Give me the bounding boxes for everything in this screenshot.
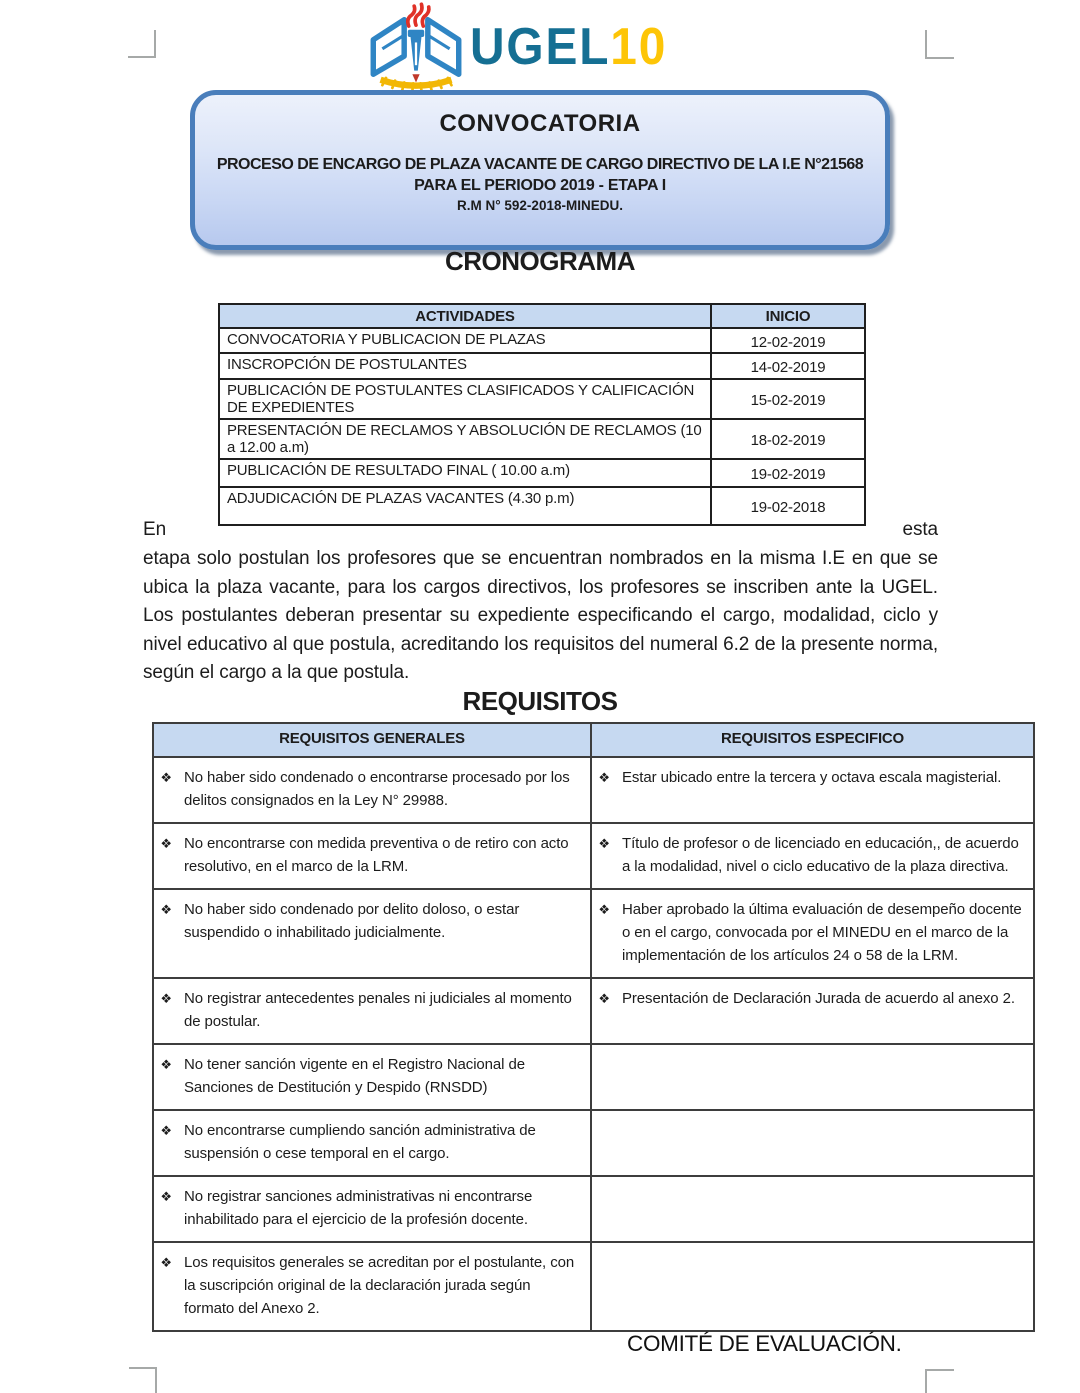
diamond-bullet-icon: ❖ [160, 902, 172, 917]
paragraph-first-line [143, 519, 938, 541]
cronograma-row [219, 328, 865, 353]
requirement-text: Estar ubicado entre la tercera y octava escala magisterial. [622, 769, 1002, 786]
logo-wordmark [470, 0, 667, 94]
requisitos-row [153, 757, 1034, 823]
diamond-bullet-icon: ❖ [598, 770, 610, 785]
cronograma-row [219, 353, 865, 379]
general-requirement-cell [153, 1044, 591, 1110]
general-requirement-cell [153, 889, 591, 978]
activity-cell: ADJUDICACIÓN DE PLAZAS VACANTES (4.30 p.m) [219, 487, 711, 525]
cronograma-row [219, 459, 865, 487]
specific-requirement-cell [591, 889, 1034, 978]
logo-ugel-text: UGEL [470, 18, 611, 76]
cronograma-row [219, 379, 865, 419]
convocatoria-banner [190, 90, 890, 250]
crop-mark-bottom-right [925, 1369, 954, 1393]
date-cell: 19-02-2019 [711, 459, 865, 487]
laurel-icon [381, 74, 452, 90]
torch-cap [408, 30, 424, 37]
diamond-bullet-icon: ❖ [160, 1123, 172, 1138]
requisitos-row [153, 1242, 1034, 1331]
cronograma-row [219, 419, 865, 459]
diamond-bullet-icon: ❖ [160, 1057, 172, 1072]
specific-requirement-cell [591, 757, 1034, 823]
requirement-text: No haber sido condenado o encontrarse procesado por los delitos consignados en la Ley N° 29988. [184, 769, 570, 809]
requirement-text: No encontrarse con medida preventiva o de retiro con acto resolutivo, en el marco de la LRM. [184, 835, 569, 875]
requirement-text: No registrar sanciones administrativas ni encontrarse inhabilitado para el ejercicio de la profesión docente. [184, 1188, 533, 1228]
general-requirement-cell [153, 1110, 591, 1176]
crop-mark-top-right [925, 30, 954, 59]
diamond-bullet-icon: ❖ [160, 770, 172, 785]
diamond-bullet-icon: ❖ [160, 836, 172, 851]
column-header-especifico: REQUISITOS ESPECIFICO [591, 723, 1034, 757]
logo-number-text: 10 [610, 18, 668, 76]
requisitos-table-body [153, 757, 1034, 1331]
diamond-bullet-icon: ❖ [160, 991, 172, 1006]
requisitos-header-row [153, 723, 1034, 757]
general-requirement-cell [153, 1242, 591, 1331]
paragraph-body: etapa solo postulan los profesores que se encuentran nombrados en la misma I.E en que se ubica la plaza vacante, para los cargos directivos, los profesores se inscriben ante la UGEL. Los postulantes deberan presentar su expediente especificando el cargo, modalidad, ciclo y nivel educativo al que postula, acreditando los requisitos del numeral 6.2 de la presente norma, según el cargo a la que postula. [143, 548, 938, 683]
date-cell: 14-02-2019 [711, 353, 865, 379]
cronograma-heading: CRONOGRAMA [445, 246, 635, 276]
column-header-generales: REQUISITOS GENERALES [153, 723, 591, 757]
requirement-text: No encontrarse cumpliendo sanción administrativa de suspensión o cese temporal en el cargo. [184, 1122, 536, 1162]
specific-requirement-cell [591, 1176, 1034, 1242]
ugel-logo [366, 0, 684, 94]
general-requirement-cell [153, 823, 591, 889]
cronograma-table-body [219, 328, 865, 525]
diamond-bullet-icon: ❖ [598, 836, 610, 851]
cronograma-table [218, 303, 866, 526]
banner-period-line: PARA EL PERIODO 2019 - ETAPA I [414, 177, 666, 194]
general-requirement-cell [153, 1176, 591, 1242]
requisitos-row [153, 978, 1034, 1044]
requirement-text: No registrar antecedentes penales ni judiciales al momento de postular. [184, 990, 572, 1030]
banner-process-line: PROCESO DE ENCARGO DE PLAZA VACANTE DE CARGO DIRECTIVO DE LA I.E N°21568 [216, 156, 864, 173]
banner-title: CONVOCATORIA [439, 110, 641, 137]
activity-cell: PRESENTACIÓN DE RECLAMOS Y ABSOLUCIÓN DE RECLAMOS (10 a 12.00 a.m) [219, 419, 711, 459]
requisitos-heading: REQUISITOS [462, 686, 618, 716]
specific-requirement-cell [591, 1110, 1034, 1176]
diamond-bullet-icon: ❖ [598, 902, 610, 917]
activity-cell: PUBLICACIÓN DE POSTULANTES CLASIFICADOS Y CALIFICACIÓN DE EXPEDIENTES [219, 379, 711, 419]
requirement-text: Haber aprobado la última evaluación de desempeño docente o en el cargo, convocada por el MINEDU en el marco de la implementación de los artículos 24 o 58 de la LRM. [622, 901, 1022, 964]
diamond-bullet-icon: ❖ [160, 1189, 172, 1204]
specific-requirement-cell [591, 978, 1034, 1044]
specific-requirement-cell [591, 1044, 1034, 1110]
activity-cell: CONVOCATORIA Y PUBLICACION DE PLAZAS [219, 328, 711, 353]
date-cell: 15-02-2019 [711, 379, 865, 419]
diamond-bullet-icon: ❖ [598, 991, 610, 1006]
banner-rm-line: R.M N° 592-2018-MINEDU. [457, 198, 623, 213]
requirement-text: Los requisitos generales se acreditan por el postulante, con la suscripción original de la declaración jurada según formato del Anexo 2. [184, 1254, 575, 1317]
date-cell: 12-02-2019 [711, 328, 865, 353]
paragraph-first-line-end: esta [902, 519, 938, 540]
date-cell: 19-02-2018 [711, 487, 865, 525]
comite-evaluacion-label: COMITÉ DE EVALUACIÓN. [627, 1331, 902, 1356]
column-header-inicio: INICIO [711, 304, 865, 328]
activity-cell: INSCROPCIÓN DE POSTULANTES [219, 353, 711, 379]
requisitos-row [153, 823, 1034, 889]
crop-mark-top-left [128, 30, 156, 58]
book-right-page [428, 20, 459, 75]
requisitos-table [152, 722, 1035, 1332]
paragraph-first-word: En [143, 519, 167, 540]
book-left-page [373, 20, 404, 75]
column-header-actividades: ACTIVIDADES [219, 304, 711, 328]
open-book-torch-icon [366, 0, 466, 94]
crop-mark-bottom-left [129, 1367, 157, 1393]
diamond-bullet-icon: ❖ [160, 1255, 172, 1270]
general-requirement-cell [153, 978, 591, 1044]
requirement-text: Título de profesor o de licenciado en educación,, de acuerdo a la modalidad, nivel o ciclo educativo de la plaza directiva. [622, 835, 1019, 875]
specific-requirement-cell [591, 823, 1034, 889]
requisitos-row [153, 889, 1034, 978]
cronograma-header-row [219, 304, 865, 328]
general-requirement-cell [153, 757, 591, 823]
requisitos-row [153, 1110, 1034, 1176]
requisitos-row [153, 1044, 1034, 1110]
requirement-text: No haber sido condenado por delito doloso, o estar suspendido o inhabilitado judicialmente. [184, 901, 520, 941]
specific-requirement-cell [591, 1242, 1034, 1331]
requisitos-row [153, 1176, 1034, 1242]
requirement-text: Presentación de Declaración Jurada de acuerdo al anexo 2. [622, 990, 1015, 1007]
activity-cell: PUBLICACIÓN DE RESULTADO FINAL ( 10.00 a.m) [219, 459, 711, 487]
date-cell: 18-02-2019 [711, 419, 865, 459]
requirement-text: No tener sanción vigente en el Registro Nacional de Sanciones de Destitución y Despido (RNSDD) [184, 1056, 525, 1096]
